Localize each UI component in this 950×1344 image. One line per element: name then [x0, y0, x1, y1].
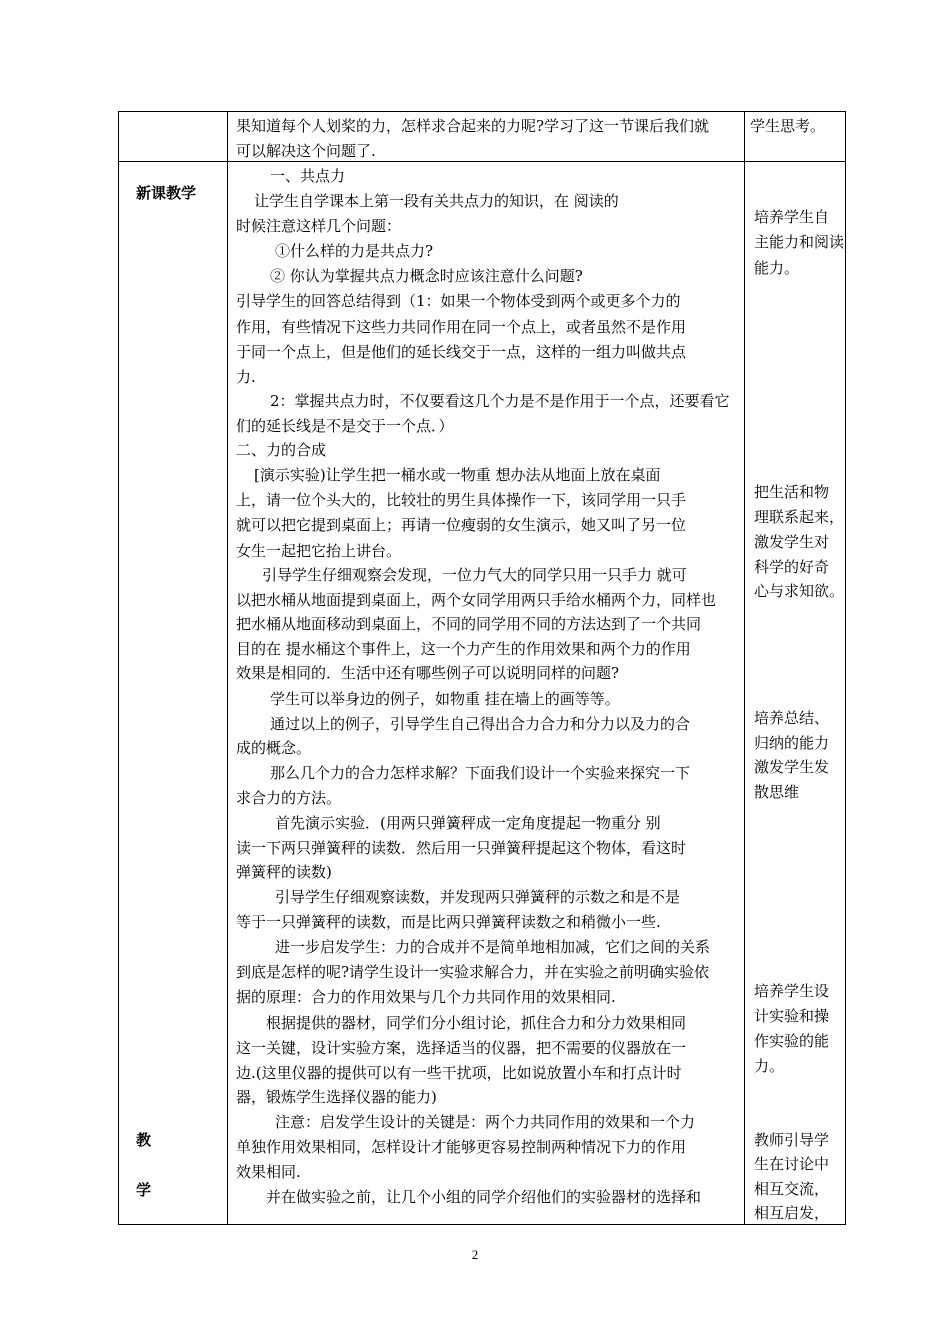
section-label-learn: 学	[136, 1181, 152, 1199]
body-line: 引导学生仔细观察会发现，一位力气大的同学只用一只手力 就可	[262, 566, 687, 584]
row0-right-text: 学生思考。	[750, 117, 826, 135]
table-right-border	[845, 111, 846, 1225]
body-line: 这一关键，设计实验方案，选择适当的仪器，把不需要的仪器放在一	[236, 1039, 687, 1057]
body-line: 一、共点力	[270, 167, 346, 185]
table-left-border	[118, 111, 119, 1225]
body-line: 首先演示实验．(用两只弹簧秤成一定角度提起一物重分 别	[275, 814, 661, 832]
note-line: 教师引导学	[754, 1131, 830, 1149]
body-line: 把水桶从地面移动到桌面上，不同的同学用不同的方法达到了一个共同	[236, 615, 702, 633]
note-line: 培养学生自	[754, 208, 830, 226]
body-line: 二、力的合成	[236, 441, 327, 459]
body-line: 据的原理：合力的作用效果与几个力共同作用的效果相同.	[236, 988, 616, 1006]
note-line: 计实验和操	[754, 1007, 830, 1025]
body-line: 们的延长线是不是交于一个点．）	[236, 417, 454, 435]
table-col-divider-1	[227, 111, 228, 1225]
body-line: 2：掌握共点力时，不仅要看这几个力是不是作用于一个点，还要看它	[270, 392, 730, 410]
body-line: 并在做实验之前，让几个小组的同学介绍他们的实验器材的选择和	[266, 1188, 702, 1206]
body-line: 成的概念。	[236, 739, 312, 757]
body-line: 进一步启发学生：力的合成并不是简单地相加减，它们之间的关系	[275, 938, 711, 956]
table-col-divider-2	[744, 111, 745, 1225]
body-line: 就可以把它提到桌面上；再请一位瘦弱的女生演示，她又叫了另一位	[236, 516, 687, 534]
section-label-teach: 教	[136, 1131, 152, 1149]
note-line: 散思维	[754, 783, 800, 801]
body-line: ② 你认为掌握共点力概念时应该注意什么问题?	[270, 267, 583, 285]
note-line: 相互交流，	[754, 1180, 830, 1198]
body-line: 器，锻炼学生选择仪器的能力)	[236, 1088, 437, 1106]
body-line: 力.	[236, 368, 256, 386]
note-line: 科学的好奇	[754, 558, 830, 576]
body-line: 于同一个点上，但是他们的延长线交于一点，这样的一组力叫做共点	[236, 343, 687, 361]
page-number: 2	[471, 1247, 479, 1262]
body-line: 让学生自学课本上第一段有关共点力的知识，在 阅读的	[254, 192, 619, 210]
note-line: 理联系起来，	[754, 508, 845, 526]
body-line: 通过以上的例子，引导学生自己得出合力合力和分力以及力的合	[270, 715, 691, 733]
note-line: 把生活和物	[754, 483, 830, 501]
body-line: 效果相同.	[236, 1163, 301, 1181]
note-line: 培养学生设	[754, 982, 830, 1000]
note-line: 力。	[754, 1057, 785, 1075]
note-line: 归纳的能力	[754, 734, 830, 752]
row0-mid-line-2: 可以解决这个问题了.	[236, 142, 376, 160]
note-line: 心与求知欲。	[754, 582, 845, 600]
body-line: 那么几个力的合力怎样求解？下面我们设计一个实验来探究一下	[270, 764, 691, 782]
body-line: 引导学生仔细观察读数，并发现两只弹簧秤的示数之和是不是	[275, 888, 681, 906]
note-line: 激发学生发	[754, 758, 830, 776]
body-line: 引导学生的回答总结得到（1：如果一个物体受到两个或更多个力的	[236, 292, 681, 310]
body-line: 作用，有些情况下这些力共同作用在同一个点上，或者虽然不是作用	[236, 318, 687, 336]
body-line: 注意：启发学生设计的关键是：两个力共同作用的效果和一个力	[275, 1113, 696, 1131]
body-line: 单独作用效果相同，怎样设计才能够更容易控制两种情况下力的作用	[236, 1138, 687, 1156]
note-line: 相互启发，	[754, 1204, 830, 1222]
body-line: 读一下两只弹簧秤的读数．然后用一只弹簧秤提起这个物体，看这时	[236, 839, 687, 857]
body-line: [演示实验)让学生把一桶水或一物重 想办法从地面上放在桌面	[254, 466, 661, 484]
body-line: 求合力的方法。	[236, 789, 342, 807]
body-line: 目的在 提水桶这个事件上，这一个力产生的作用效果和两个力的作用	[236, 640, 691, 658]
body-line: 上，请一位个头大的，比较壮的男生具体操作一下，该同学用一只手	[236, 491, 687, 509]
body-line: ①什么样的力是共点力?	[275, 242, 434, 260]
note-line: 作实验的能	[754, 1032, 830, 1050]
section-label-new-lesson: 新课教学	[136, 184, 197, 202]
body-line: 弹簧秤的读数)	[236, 863, 332, 881]
body-line: 时候注意这样几个问题：	[236, 217, 402, 235]
body-line: 效果是相同的．生活中还有哪些例子可以说明同样的问题?	[236, 664, 620, 682]
body-line: 边.(这里仪器的提供可以有一些干扰项，比如说放置小车和打点计时	[236, 1064, 682, 1082]
body-line: 根据提供的器材，同学们分小组讨论，抓住合力和分力效果相同	[266, 1014, 687, 1032]
note-line: 能力。	[754, 259, 800, 277]
row0-mid-line-1: 果知道每个人划桨的力，怎样求合起来的力呢?学习了这一节课后我们就	[236, 117, 710, 135]
note-line: 主能力和阅读	[754, 233, 845, 251]
body-line: 等于一只弹簧秤的读数，而是比两只弹簧秤读数之和稍微小一些.	[236, 913, 661, 931]
note-line: 激发学生对	[754, 533, 830, 551]
body-line: 以把水桶从地面提到桌面上，两个女同学用两只手给水桶两个力，同样也	[236, 591, 717, 609]
body-line: 到底是怎样的呢?请学生设计一实验求解合力，并在实验之前明确实验依	[236, 963, 710, 981]
note-line: 培养总结、	[754, 709, 830, 727]
body-line: 女生一起把它抬上讲台。	[236, 542, 402, 560]
note-line: 生在讨论中	[754, 1155, 830, 1173]
body-line: 学生可以举身边的例子，如物重 挂在墙上的画等等。	[270, 690, 620, 708]
